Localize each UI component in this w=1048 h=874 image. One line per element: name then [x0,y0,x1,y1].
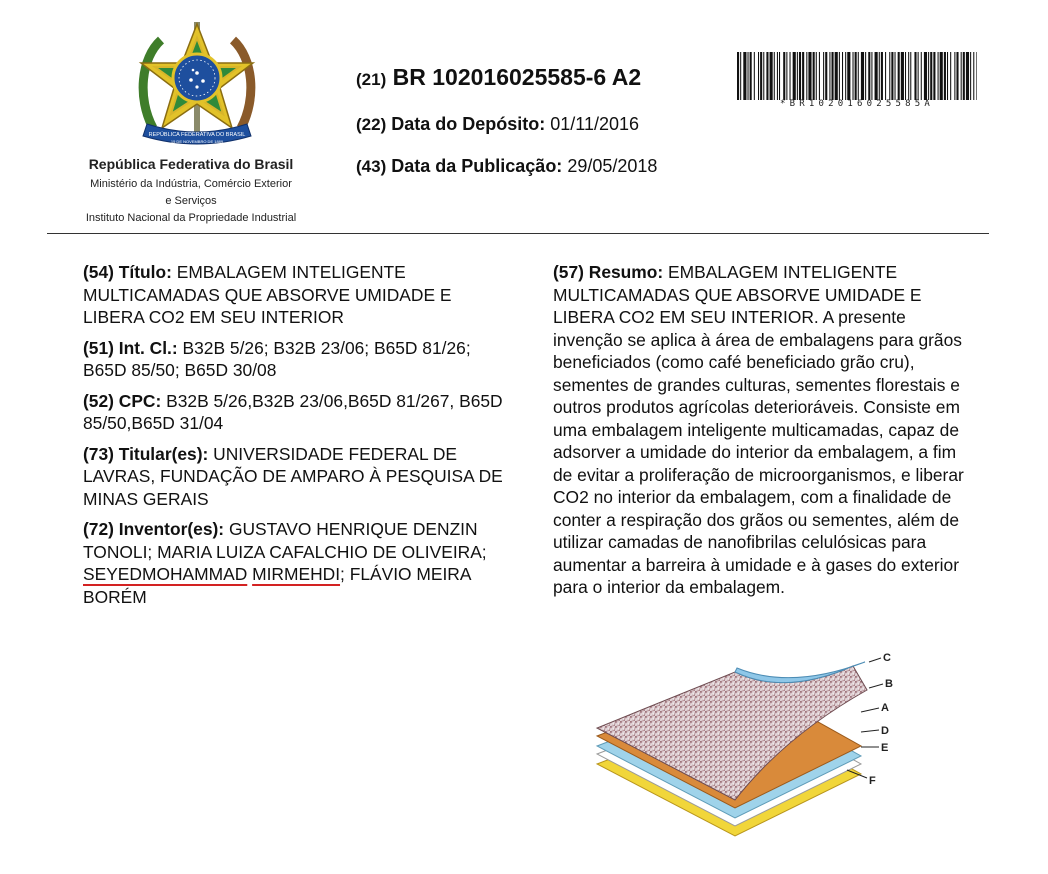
publication-number-code: (21) [356,70,387,89]
cpc-label: (52) CPC: [83,390,162,411]
svg-text:REPÚBLICA FEDERATIVA DO BRASIL: REPÚBLICA FEDERATIVA DO BRASIL [148,132,246,138]
barcode-bar [802,52,804,100]
agency-name: República Federativa do Brasil [88,156,294,172]
title-value: EMBALAGEM INTELIGENTE MULTICAMADAS QUE ABSORVE UMIDADE E LIBERA CO2 EM SEU INTERIOR [83,262,452,327]
inventors-label: (72) Inventor(es): [83,519,225,539]
header-divider [47,233,989,234]
svg-text:D: D [881,725,889,737]
barcode-bar [898,52,900,100]
publication-number [356,64,641,91]
filing-date [356,114,639,135]
barcode-bar [835,52,838,100]
barcode-bar [976,52,977,100]
barcode-bar [940,52,943,100]
abstract [553,261,977,599]
barcode-bar [793,52,796,100]
filing-date-label: Data do Depósito: [391,114,546,134]
barcode-bar [905,52,906,100]
bibliographic-data [83,261,513,616]
barcode-bar [933,52,935,100]
barcode-bar [832,52,834,100]
int-cl-label: (51) Int. Cl.: [83,337,178,358]
barcode-bar [889,52,890,100]
svg-text:A: A [881,702,889,714]
cpc-field [83,390,513,435]
publication-date-code: (43) [356,157,387,176]
highlighted-inventor-first: SEYEDMOHAMMAD [83,564,248,584]
barcode-bar [891,52,893,100]
barcode-bar [973,52,974,100]
publication-date [356,156,657,177]
int-cl-value: B32B 5/26; B32B 23/06; B65D 81/26; B65D 85/50; B65D 30/08 [83,337,471,380]
barcode-bar [777,52,778,100]
ministry-name: Ministério da Indústria, Comércio Exterior [90,178,292,190]
barcode-bar [956,52,958,100]
barcode-bar [799,52,801,100]
holders-label: (73) Titular(es): [83,443,209,464]
publication-date-label: Data da Publicação: [391,156,563,176]
barcode-bar [786,52,787,100]
barcode-bar [918,52,919,100]
barcode-bar [750,52,752,100]
barcode-bar [770,52,773,100]
barcode-bar [861,52,864,100]
barcode-bar [944,52,946,100]
barcode-bar [737,52,739,100]
highlighted-inventor-last: MIRMEHDI [252,564,341,584]
barcode-bar [823,52,824,100]
ministry-name-cont: e Serviços [165,195,217,207]
barcode-bar [797,52,798,100]
barcode-bar [806,52,807,100]
barcode-bar [930,52,932,100]
svg-text:F: F [869,775,876,787]
barcode-bar [845,52,846,100]
filing-date-value: 01/11/2016 [550,114,640,134]
int-cl-field [83,337,513,382]
barcode [737,52,977,100]
barcode-bar [760,52,762,100]
barcode-bar [921,52,922,100]
holders-field [83,443,513,511]
inventors-value-rest: ; FLÁVIO MEIRA BORÉM [83,564,471,607]
institute-name: Instituto Nacional da Propriedade Industrial [85,212,297,224]
inventors-value: GUSTAVO HENRIQUE DENZIN TONOLI; MARIA LUIZA CAFALCHIO DE OLIVEIRA; [83,519,487,562]
svg-text:B: B [885,678,893,690]
barcode-bar [855,52,857,100]
inventors-field [83,518,513,608]
barcode-bar [966,52,969,100]
publication-date-value: 29/05/2018 [567,156,658,176]
barcode-bar [910,52,911,100]
abstract-label: (57) Resumo: [553,262,664,282]
barcode-bar [950,52,951,100]
barcode-bar [825,52,827,100]
barcode-bar [947,52,948,100]
barcode-bar [881,52,883,100]
barcode-bar [858,52,859,100]
barcode-bar [829,52,830,100]
title-field [83,261,513,329]
barcode-bar [914,52,916,100]
barcode-bar [954,52,955,100]
barcode-bar [842,52,843,100]
barcode-bar [924,52,927,100]
barcode-bar [839,52,840,100]
barcode-bar [963,52,965,100]
multilayer-packaging-figure [585,646,895,846]
cpc-value: B32B 5/26,B32B 23/06,B65D 81/267, B65D 85/50,B65D 31/04 [83,390,503,433]
barcode-bar [748,52,749,100]
barcode-bar [938,52,939,100]
barcode-bar [961,52,962,100]
svg-text:15 DE NOVEMBRO DE 1889: 15 DE NOVEMBRO DE 1889 [170,139,224,144]
svg-text:C: C [883,652,891,664]
barcode-bar [813,52,815,100]
barcode-bar [774,52,775,100]
barcode-bar [743,52,746,100]
barcode-bar [871,52,872,100]
abstract-text: EMBALAGEM INTELIGENTE MULTICAMADAS QUE ABSORVE UMIDADE E LIBERA CO2 EM SEU INTERIOR. A presente invenção se aplica à área de embalagens para grãos beneficiados (como café beneficiado grão cru), sementes de grandes culturas, sementes florestais e outros produtos agrícolas deterioráveis. Consiste em uma embalagem inteligente multicamadas, capaz de adsorver a umidade do interior da embalagem, a fim de evitar a proliferação de microorganismos, e liberar CO2 no interior da embalagem, com a finalidade de conter a respiração dos grãos ou sementes, além de utilizar camadas de nanofibrilas celulósicas para aumentar a barreira à umidade e à gases do exterior para o interior da embalagem. [553,262,964,597]
barcode-bar [875,52,878,100]
barcode-bar [868,52,870,100]
title-label: (54) Título: [83,262,172,282]
barcode-bar [783,52,785,100]
barcode-bar [865,52,866,100]
barcode-bar [895,52,896,100]
barcode-bar [908,52,909,100]
svg-text:E: E [881,742,889,754]
barcode-bar [754,52,755,100]
barcode-bar [901,52,904,100]
coat-of-arms-emblem [133,18,261,148]
barcode-bar [853,52,854,100]
barcode-bar [766,52,768,100]
barcode-bar [763,52,764,100]
barcode-bar [740,52,741,100]
holders-value: UNIVERSIDADE FEDERAL DE LAVRAS, FUNDAÇÃO DE AMPARO À PESQUISA DE MINAS GERAIS [83,443,503,509]
barcode-bar [808,52,811,100]
barcode-text: *BR102016025585A [780,99,934,109]
publication-number-value: BR 102016025585-6 A2 [392,64,642,90]
barcode-bar [779,52,780,100]
barcode-bar [879,52,880,100]
barcode-bar [819,52,820,100]
barcode-bar [970,52,971,100]
barcode-bar [885,52,886,100]
barcode-bar [928,52,929,100]
barcode-bar [790,52,791,100]
barcode-bar [847,52,850,100]
barcode-bar [758,52,759,100]
filing-date-code: (22) [356,115,387,134]
barcode-bar [816,52,817,100]
